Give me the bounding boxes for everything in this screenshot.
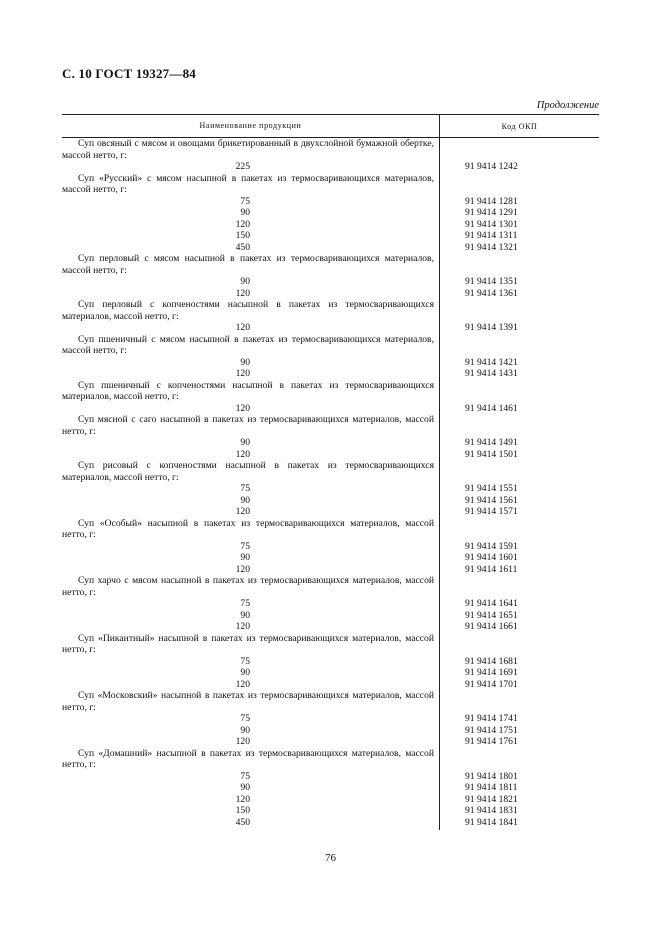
net-mass-value: 75: [240, 540, 250, 552]
table-row: [62, 771, 599, 783]
net-mass-value: 120: [235, 448, 250, 460]
okp-code: 91 9414 1821: [465, 793, 518, 805]
table-row: [62, 207, 599, 219]
table-row: [62, 288, 599, 300]
okp-code: 91 9414 1311: [465, 230, 518, 241]
product-description: Суп овсяный с мясом и овощами брикетированный в двухслойной бумажной обертке, массой нетто, г:: [62, 138, 434, 161]
okp-code: 91 9414 1421: [465, 356, 518, 368]
table-body: [62, 138, 599, 828]
table-row: [62, 230, 599, 242]
product-group: [62, 748, 599, 829]
product-description: Суп пшеничный с мясом насыпной в пакетах из термосваривающихся материалов, массой нетто, г:: [62, 333, 434, 356]
net-mass-value: 120: [235, 678, 250, 690]
page-number: 76: [325, 852, 336, 864]
okp-code: 91 9414 1611: [465, 563, 518, 575]
okp-code: 91 9414 1571: [465, 506, 518, 517]
okp-code: 91 9414 1501: [465, 448, 518, 460]
product-description: Суп «Московский» насыпной в пакетах из термосваривающихся материалов, массой нетто, г:: [62, 690, 434, 713]
net-mass-value: 90: [240, 552, 250, 563]
okp-code: 91 9414 1691: [465, 667, 518, 678]
net-mass-value: 75: [240, 598, 250, 609]
net-mass-value: 120: [235, 368, 250, 379]
okp-code: 91 9414 1811: [465, 782, 518, 793]
table-row: [62, 161, 599, 173]
net-mass-value: 75: [240, 483, 250, 494]
net-mass-value: 90: [240, 724, 250, 736]
product-description: Суп мясной с саго насыпной в пакетах из термосваривающихся материалов, массой нетто, г:: [62, 414, 434, 437]
product-table: [62, 114, 599, 828]
product-group: [62, 299, 599, 334]
product-description: Суп «Особый» насыпной в пакетах из термосваривающихся материалов, массой нетто, г:: [62, 517, 434, 540]
okp-code: 91 9414 1291: [465, 207, 518, 218]
table-row: [62, 621, 599, 633]
net-mass-value: 120: [235, 563, 250, 575]
product-group: [62, 173, 599, 254]
okp-code: 91 9414 1321: [465, 241, 518, 253]
table-row: [62, 564, 599, 576]
net-mass-value: 75: [240, 655, 250, 667]
product-group: [62, 460, 599, 518]
net-mass-value: 450: [235, 241, 250, 253]
okp-code: 91 9414 1841: [465, 816, 518, 828]
table-row: [62, 610, 599, 622]
net-mass-value: 450: [235, 816, 250, 828]
table-header: [62, 115, 599, 138]
okp-code: 91 9414 1651: [465, 609, 518, 621]
table-row: [62, 196, 599, 208]
product-description: Суп рисовый с копченостями насыпной в пакетах из термосваривающихся материалов, массой нетто, г:: [62, 460, 434, 483]
product-description: Суп перловый с копченостями насыпной в пакетах из термосваривающихся материалов, массой нетто, г:: [62, 299, 434, 322]
okp-code: 91 9414 1751: [465, 724, 518, 736]
table-row: [62, 736, 599, 748]
table-row: [62, 506, 599, 518]
net-mass-value: 120: [235, 793, 250, 805]
product-group: [62, 380, 599, 415]
okp-code: 91 9414 1681: [465, 655, 518, 667]
net-mass-value: 90: [240, 356, 250, 368]
net-mass-value: 120: [235, 621, 250, 632]
okp-code: 91 9414 1281: [465, 195, 518, 207]
table-row: [62, 437, 599, 449]
table-row: [62, 368, 599, 380]
net-mass-value: 90: [240, 609, 250, 621]
okp-code: 91 9414 1561: [465, 494, 518, 506]
okp-code: 91 9414 1491: [465, 437, 518, 448]
net-mass-value: 75: [240, 770, 250, 782]
net-mass-value: 90: [240, 667, 250, 678]
product-group: [62, 138, 599, 173]
net-mass-value: 225: [235, 161, 250, 172]
product-description: Суп харчо с мясом насыпной в пакетах из термосваривающихся материалов, массой нетто, г:: [62, 575, 434, 598]
product-description: Суп «Домашний» насыпной в пакетах из термосваривающихся материалов, массой нетто, г:: [62, 747, 434, 770]
okp-code: 91 9414 1741: [465, 713, 518, 724]
net-mass-value: 120: [235, 218, 250, 230]
net-mass-value: 150: [235, 805, 250, 816]
table-row: [62, 782, 599, 794]
okp-code: 91 9414 1551: [465, 483, 518, 494]
net-mass-value: 75: [240, 713, 250, 724]
net-mass-value: 90: [240, 494, 250, 506]
table-row: [62, 656, 599, 668]
net-mass-value: 120: [235, 736, 250, 747]
product-description: Суп «Пикантный» насыпной в пакетах из термосваривающихся материалов, массой нетто, г:: [62, 632, 434, 655]
document-header: С. 10 ГОСТ 19327—84: [62, 66, 196, 81]
table-row: [62, 794, 599, 806]
product-group: [62, 633, 599, 691]
product-description: Суп пшеничный с копченостями насыпной в пакетах из термосваривающихся материалов, массой нетто, г:: [62, 379, 434, 402]
table-row: [62, 322, 599, 334]
product-group: [62, 690, 599, 748]
table-row: [62, 805, 599, 817]
product-description: Суп перловый с мясом насыпной в пакетах из термосваривающихся материалов, массой нетто, г:: [62, 253, 434, 276]
product-group: [62, 518, 599, 576]
table-row: [62, 495, 599, 507]
net-mass-value: 90: [240, 782, 250, 793]
net-mass-value: 90: [240, 207, 250, 218]
net-mass-value: 90: [240, 437, 250, 448]
table-row: [62, 725, 599, 737]
table-row: [62, 667, 599, 679]
okp-code: 91 9414 1831: [465, 805, 518, 816]
okp-code: 91 9414 1591: [465, 540, 518, 552]
table-row: [62, 598, 599, 610]
net-mass-value: 90: [240, 276, 250, 287]
net-mass-value: 150: [235, 230, 250, 241]
okp-code: 91 9414 1242: [465, 161, 518, 172]
column-header-code: Код ОКП: [501, 121, 538, 131]
table-row: [62, 817, 599, 829]
table-row: [62, 403, 599, 415]
okp-code: 91 9414 1641: [465, 598, 518, 609]
table-row: [62, 679, 599, 691]
product-group: [62, 334, 599, 380]
okp-code: 91 9414 1301: [465, 218, 518, 230]
product-group: [62, 414, 599, 460]
okp-code: 91 9414 1601: [465, 552, 518, 563]
okp-code: 91 9414 1661: [465, 621, 518, 632]
table-row: [62, 483, 599, 495]
okp-code: 91 9414 1461: [465, 402, 518, 414]
table-row: [62, 449, 599, 461]
table-row: [62, 357, 599, 369]
column-header-name: Наименование продукции: [62, 115, 440, 137]
net-mass-value: 120: [235, 322, 250, 333]
okp-code: 91 9414 1431: [465, 368, 518, 379]
continued-label: Продолжение: [536, 100, 599, 111]
product-group: [62, 575, 599, 633]
table-row: [62, 219, 599, 231]
okp-code: 91 9414 1391: [465, 322, 518, 333]
okp-code: 91 9414 1361: [465, 287, 518, 299]
net-mass-value: 120: [235, 287, 250, 299]
table-row: [62, 552, 599, 564]
okp-code: 91 9414 1351: [465, 276, 518, 287]
table-row: [62, 541, 599, 553]
okp-code: 91 9414 1701: [465, 678, 518, 690]
product-group: [62, 253, 599, 299]
table-row: [62, 276, 599, 288]
table-row: [62, 242, 599, 254]
product-description: Суп «Русский» с мясом насыпной в пакетах из термосваривающихся материалов, массой нетто, г:: [62, 172, 434, 195]
net-mass-value: 75: [240, 195, 250, 207]
net-mass-value: 120: [235, 506, 250, 517]
okp-code: 91 9414 1761: [465, 736, 518, 747]
net-mass-value: 120: [235, 402, 250, 414]
okp-code: 91 9414 1801: [465, 770, 518, 782]
table-row: [62, 713, 599, 725]
